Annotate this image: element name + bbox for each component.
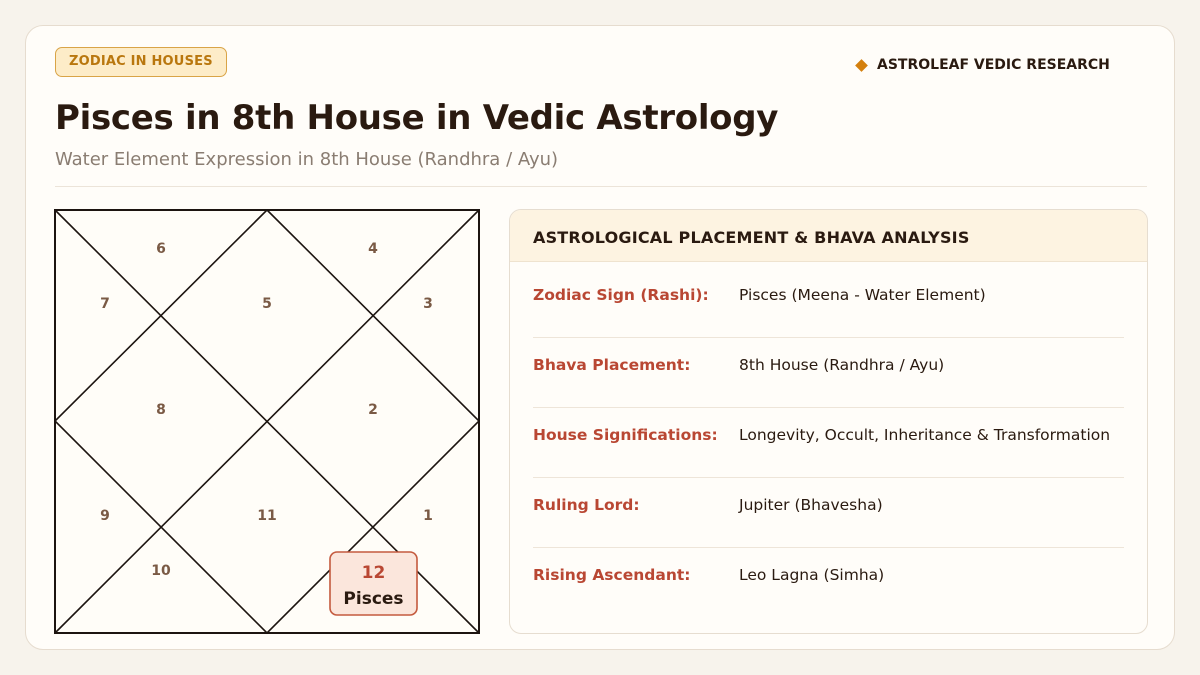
page-subtitle: Water Element Expression in 8th House (Randhra / Ayu) [55,149,559,170]
house-number: 6 [156,241,166,257]
row-value: Longevity, Occult, Inheritance & Transformation [739,426,1111,444]
detail-row [533,268,1124,338]
house-number: 5 [262,296,272,312]
row-label: House Significations: [533,426,718,444]
brand-name: ASTROLEAF VEDIC RESEARCH [877,57,1110,73]
highlight-sign: Pisces [343,589,404,609]
category-badge: ZODIAC IN HOUSES [55,47,227,77]
row-label: Bhava Placement: [533,356,691,374]
row-label: Ruling Lord: [533,496,640,514]
main-card [25,25,1175,650]
row-value: Pisces (Meena - Water Element) [739,286,986,304]
highlighted-house [330,552,417,615]
highlight-house-number: 12 [361,563,386,583]
detail-row [533,478,1124,548]
row-label: Rising Ascendant: [533,566,691,584]
row-value: 8th House (Randhra / Ayu) [739,356,945,374]
detail-row [533,338,1124,408]
house-number: 9 [100,508,110,524]
header-divider [55,186,1147,187]
panel-heading: ASTROLOGICAL PLACEMENT & BHAVA ANALYSIS [510,210,1147,262]
house-number: 8 [156,402,166,418]
brand [855,57,1110,73]
row-value: Leo Lagna (Simha) [739,566,885,584]
house-number: 7 [100,296,110,312]
house-number: 4 [368,241,378,257]
row-value: Jupiter (Bhavesha) [739,496,883,514]
row-label: Zodiac Sign (Rashi): [533,286,709,304]
analysis-panel [509,209,1148,634]
detail-row [533,408,1124,478]
diamond-icon [855,59,868,72]
house-number: 11 [257,508,277,524]
house-number: 2 [368,402,378,418]
detail-row [533,548,1124,618]
house-number: 1 [423,508,433,524]
kundali-chart [54,209,480,635]
page-title: Pisces in 8th House in Vedic Astrology [55,98,779,138]
house-number: 10 [151,563,171,579]
house-number: 3 [423,296,433,312]
